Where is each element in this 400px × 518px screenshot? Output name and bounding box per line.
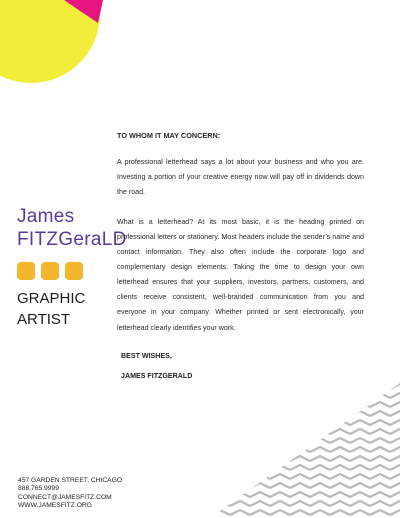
contact-address: 457 GARDEN STREET, CHICAGO [18, 477, 123, 484]
contact-block [18, 477, 122, 510]
accent-square [17, 262, 35, 280]
sender-name [17, 205, 127, 251]
contact-phone: 888.765.9999 [18, 485, 59, 493]
accent-squares [17, 262, 83, 280]
sender-role [17, 288, 85, 330]
role-line-2: ARTIST [17, 311, 71, 328]
contact-email: CONNECT@JAMESFITZ.COM [18, 493, 112, 501]
sender-first-name: James [17, 206, 75, 227]
letter-body [117, 128, 364, 350]
sender-last-name: FITZGeraLD [17, 229, 127, 250]
pink-triangle-decoration [0, 0, 400, 30]
contact-website: WWW.JAMESFITZ.ORG [18, 501, 92, 509]
letter-salutation: TO WHOM IT MAY CONCERN: [117, 131, 221, 140]
letter-signature: JAMES FITZGERALD [121, 372, 193, 380]
accent-square [65, 262, 83, 280]
letter-paragraph-1: A professional letterhead says a lot about your business and who you are. Investing a portion of your creative energy now will pay off in dividends down the road. [117, 158, 364, 197]
letter-closing: BEST WISHES, [121, 352, 172, 360]
accent-square [41, 262, 59, 280]
role-line-1: GRAPHIC [17, 290, 86, 307]
letter-paragraph-2: What is a letterhead? At its most basic, it is the heading printed on professional letters or stationery. Most headers include the sender’s name and contact information. They also often include the corporate logo and complementary design elements. Taking the time to design your own letterhead ensures that your suppliers, investors, partners, customers, and clients receive consistent, well-branded communication from you and everyone in your company. Whether printed or sent electronically, your letterhead clearly identifies your work. [117, 217, 364, 332]
chevron-pattern-decoration [210, 383, 400, 518]
